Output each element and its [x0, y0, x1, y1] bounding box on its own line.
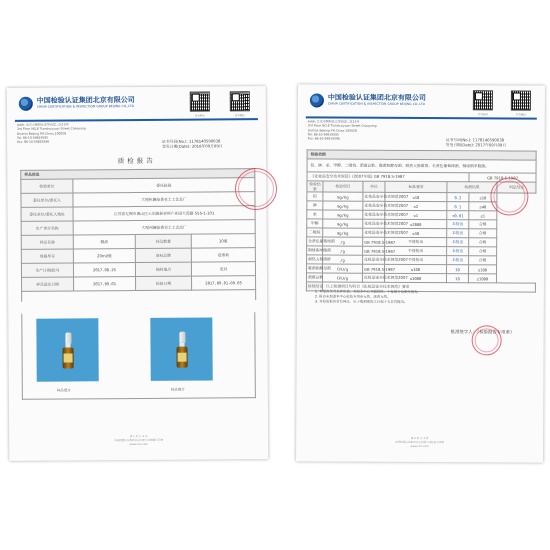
item-unit: mg/kg: [323, 210, 363, 219]
sample-info-table: [20, 168, 256, 301]
note-line: 2. 报告未加盖本中心检验专用章无效，涂改无效。: [314, 294, 391, 300]
column-header: 标准要求: [385, 181, 447, 192]
address-line: Fax: 86-10-59819596: [17, 139, 50, 145]
item-standard: 化妆品安全技术规范2007: [363, 219, 385, 228]
item-limit: ≤1000: [384, 273, 446, 282]
red-seal-stamp-icon: [235, 168, 277, 210]
item-verdict: ≤100: [468, 265, 496, 274]
field-value: 大理州澜沧香老土工艺品厂: [73, 192, 255, 207]
address-line: Addr: 北京市朝阳区安华西里三区15号: [16, 122, 69, 127]
org-name-en: CHINA CERTIFICATION & INSPECTION GROUP BEIJING CO.,LTD: [327, 101, 426, 107]
address-block: [17, 122, 86, 144]
item-unit: CFU/g: [322, 273, 362, 282]
item-unit: /g: [323, 246, 363, 255]
item-verdict: ≤1: [469, 211, 497, 220]
item-verdict: 合格: [469, 238, 497, 247]
ref-number: 证书号码(No.): 1178140590038: [162, 138, 221, 144]
org-name-cn: 中国检验认证集团北京有限公司: [327, 93, 426, 103]
field-label: 生产单位名称: [21, 221, 73, 235]
ref-block: [162, 138, 223, 148]
item-limit: ≤1: [385, 210, 447, 219]
header-divider: [15, 118, 258, 121]
address-line: Tel: 86-10-59819595: [307, 132, 339, 137]
field-value: 2017.08.25: [73, 263, 135, 277]
ref-block: [446, 137, 506, 147]
field-value: 爱香莉: [191, 248, 255, 262]
item-verdict: ≤40: [469, 202, 497, 211]
org-name-cn: 中国检验认证集团北京有限公司: [36, 96, 135, 105]
photo-frame: [21, 312, 256, 400]
column-header: 判定结论: [497, 182, 536, 193]
field-value: 精油: [73, 235, 135, 249]
item-unit: mg/kg: [323, 201, 363, 210]
item-standard: 化妆品安全技术规范2007: [363, 201, 385, 210]
photo-caption: 样品照片: [170, 387, 185, 392]
field-label: 检验日期: [136, 276, 192, 290]
ccic-logo-icon: [310, 93, 324, 107]
item-verdict: 合格: [469, 229, 497, 238]
item-limit: ≤100: [385, 264, 447, 273]
address-line: Addr: 北京市朝阳区安华西里三区15号: [307, 119, 360, 124]
field-label: 样品数量: [135, 234, 191, 248]
field-value: 大理州澜沧香老土工艺品厂: [73, 220, 255, 235]
column-header: 检测结果: [447, 182, 497, 193]
item-limit: ≤10: [385, 192, 447, 201]
footer-note: 中国检验认证集团北京有限公司检验专用章: [114, 438, 164, 442]
item-result: 10: [446, 265, 468, 274]
item-name: 砷: [307, 201, 323, 210]
item-name: 菌落总数: [306, 273, 322, 282]
item-unit: mg/kg: [323, 192, 363, 201]
item-name: 金黄色葡萄球菌: [307, 237, 323, 246]
qr-caption: 官方网站: [194, 114, 205, 118]
address-block: [308, 119, 377, 141]
item-name: 霉菌和酵母菌: [307, 264, 323, 273]
address-line: District Beijing P.R.China 100028: [307, 128, 357, 133]
page-footer: [9, 434, 268, 447]
item-standard: GB 7918.5-1987: [363, 264, 385, 273]
sample-photo: [150, 317, 212, 380]
item-result: 10: [446, 274, 468, 283]
spacer-row: [22, 290, 256, 302]
item-name: 二噁烷: [307, 228, 323, 237]
conclusion-text: 以上检测项目均符合《化妆品安全技术规范》要求: [322, 282, 535, 292]
item-verdict: ≤1000: [468, 274, 496, 283]
address-line: District Beijing P.R.China 100028: [17, 131, 67, 136]
item-verdict: 合格: [469, 220, 497, 229]
field-label: 规格型号: [21, 249, 73, 263]
org-name-en: CHINA CERTIFICATION & INSPECTION GROUP BEIJING CO.,LTD: [36, 104, 135, 109]
bottle-icon: [176, 332, 187, 368]
item-unit: CFU/g: [323, 264, 363, 273]
field-label: 检验单位: [21, 179, 73, 193]
red-seal-stamp-icon: [472, 325, 502, 355]
report-page-1: [7, 86, 269, 461]
approver-signature: 批准签字人：（检验报告专用章）: [450, 330, 515, 336]
qr-code-icon: [230, 91, 250, 111]
page-footer: [296, 436, 543, 449]
standard-ref: GB 7918.5-1987: [469, 173, 536, 182]
field-label: 委托单位/委托人: [21, 193, 73, 207]
note-line: 3. 对检验报告若有异议，应于收到报告之日起十五日内提出。: [314, 299, 408, 305]
field-value: 20ml/瓶: [73, 249, 135, 263]
footer-url: www.ccic.com: [410, 444, 429, 448]
field-label: 样品送达日期: [22, 277, 74, 291]
qr-code-icon: [473, 90, 493, 110]
item-name: 汞: [307, 210, 323, 219]
field-label: 样品名称: [21, 235, 73, 249]
field-value: 委托检验: [73, 178, 255, 193]
notes-block: [315, 289, 421, 305]
ccic-logo-icon: [19, 97, 33, 111]
issue-date: 签发日期(Date): 2016年09月09日: [162, 143, 223, 149]
side-label: 检验结果: [307, 181, 323, 192]
item-standard: 化妆品安全技术规范2007: [363, 192, 385, 201]
item-result: 0.2: [447, 193, 469, 202]
field-value: 江苏省无锡市惠山区云东路新材料产业园大湾路 555-1-101: [73, 206, 255, 221]
item-unit: /g: [323, 255, 363, 264]
footer-note: 中国检验认证集团北京有限公司检验专用章: [394, 440, 445, 444]
item-limit: ≤2000: [385, 219, 447, 228]
item-standard: GB 7918.5-1987: [363, 237, 385, 246]
report-page-2: [296, 84, 545, 462]
item-result: 未检出: [447, 229, 469, 238]
column-header: 单位: [363, 181, 385, 192]
qr-caption: 官方网站: [477, 113, 488, 117]
item-limit: 不得检出: [385, 237, 447, 246]
item-unit: mg/kg: [323, 219, 363, 228]
item-standard: 化妆品安全技术规范2007: [363, 228, 385, 237]
page-title: 质检报告: [117, 156, 156, 166]
field-label: 生产日期/批号: [21, 263, 73, 277]
item-limit: 不得检出: [385, 246, 447, 255]
page-number: 第 1 页 共 2 页: [129, 434, 148, 439]
item-limit: ≤30: [385, 228, 447, 237]
item-result: <0.01: [447, 211, 469, 220]
section-header: 检验依据: [307, 150, 536, 160]
field-label: 商标品牌: [135, 248, 191, 262]
bottle-icon: [62, 332, 73, 368]
item-name: 铜绿假单胞菌: [307, 246, 323, 255]
qr-caption: 官方微信: [515, 113, 526, 117]
item-result: 0.1: [447, 202, 469, 211]
item-name: 耐热大肠菌群: [307, 255, 323, 264]
field-value: 2017.09.01: [74, 277, 136, 291]
qr-code-icon: [511, 90, 531, 110]
item-verdict: 合格: [469, 256, 497, 265]
item-unit: mg/kg: [323, 228, 363, 237]
photo-caption: 样品照片: [56, 388, 71, 393]
issue-date: 签发日期(Date): 2017年09月09日: [445, 142, 507, 148]
item-name: 甲醇: [307, 219, 323, 228]
address-line: Fax: 86-10-59819596: [307, 136, 340, 141]
address-line: 3rd Floor NO.8 Tianshuiyuan Street Chaoyang: [16, 126, 86, 132]
address-line: 3rd Floor NO.8 Tianshuiyuan Street Chaoyang: [307, 123, 377, 129]
item-result: 未检出: [447, 238, 469, 247]
item-standard: 化妆品安全技术规范2007: [362, 273, 384, 282]
field-label: 抽样地点: [135, 262, 191, 276]
item-limit: ≤2: [385, 201, 447, 210]
field-value: 2017.09.01-09.05: [192, 276, 256, 290]
ref-number: 证书号码(No.): 1178140590038: [445, 137, 505, 143]
item-result: 未检出: [447, 256, 469, 265]
item-standard: GB 7918.5-1987: [363, 246, 385, 255]
standard-ref: 《化妆品安全技术规范》(2007年版) GB 7918.5-1987: [307, 172, 469, 182]
item-name: 铅: [307, 192, 323, 201]
page-header: [7, 86, 266, 128]
item-standard: 化妆品安全技术规范2007: [363, 210, 385, 219]
qr-caption: 官方微信: [234, 114, 245, 118]
item-limit: 不得检出: [385, 255, 447, 264]
qr-code-icon: [190, 91, 210, 111]
item-verdict: 合格: [469, 247, 497, 256]
field-label: 委托单位/委托人地址: [21, 207, 73, 221]
address-line: Tel: 86-10-59819595: [17, 135, 49, 140]
item-unit: /g: [323, 237, 363, 246]
sample-photo: [36, 318, 98, 381]
note-line: 1. 本报告仅对来样负责，未经本中心书面批准，不得部分复制本报告。: [314, 289, 421, 295]
basis-text: 铅、砷、汞、甲醇、二噁烷、菌落总数、霉菌和酵母菌、耐热大肠菌群、金黄色葡萄球菌、铜绿假单胞菌。: [307, 159, 536, 173]
results-table: [306, 149, 537, 292]
red-seal-stamp-icon: [490, 177, 528, 215]
section-header: 样品信息: [21, 169, 255, 180]
field-value: 10瓶: [191, 234, 255, 248]
item-result: 未检出: [447, 220, 469, 229]
column-header: 检验项目: [323, 181, 363, 192]
page-number: 第 2 页 共 2 页: [410, 436, 429, 441]
item-result: 未检出: [447, 247, 469, 256]
field-value: 见封: [191, 262, 255, 276]
item-standard: 化妆品安全技术规范2007: [363, 255, 385, 264]
footer-url: www.ccic.com: [129, 442, 148, 446]
conclusion-label: 检验结论: [306, 282, 322, 291]
item-verdict: ≤10: [469, 193, 497, 202]
